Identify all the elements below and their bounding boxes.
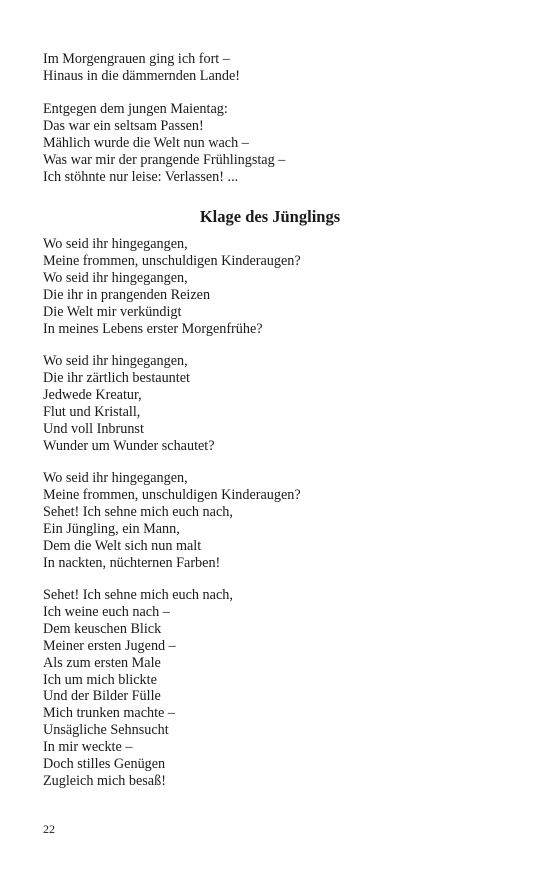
poem-line: Wo seid ihr hingegangen, <box>43 470 188 486</box>
poem-line: Ich um mich blickte <box>43 671 157 688</box>
poem-line: Sehet! Ich sehne mich euch nach, <box>43 503 233 520</box>
poem-line: Was war mir der prangende Frühlingstag – <box>43 151 286 168</box>
page-number: 22 <box>43 822 55 836</box>
poem-line: Flut und Kristall, <box>43 403 141 420</box>
poem-line: Als zum ersten Male <box>43 654 161 671</box>
poem-line: Jedwede Kreatur, <box>43 386 142 403</box>
poem-line: Wo seid ihr hingegangen, <box>43 269 188 286</box>
poem-line: Doch stilles Genügen <box>43 756 166 773</box>
poem-line: Im Morgengrauen ging ich fort – <box>43 51 230 67</box>
poem-line: Das war ein seltsam Passen! <box>43 117 204 134</box>
poem-line: In nackten, nüchternen Farben! <box>43 554 221 571</box>
poem-stanza-3 <box>43 470 301 571</box>
poem-stanza-4 <box>43 587 233 790</box>
poem-line: Unsägliche Sehnsucht <box>43 722 169 739</box>
poem-line: Wo seid ihr hingegangen, <box>43 353 188 369</box>
poem-line: Meine frommen, unschuldigen Kinderaugen? <box>43 486 301 503</box>
poem-line: In mir weckte – <box>43 739 133 756</box>
poem-line: Zugleich mich besaß! <box>43 772 166 789</box>
intro-stanza-1 <box>43 51 240 85</box>
poem-stanza-2 <box>43 353 215 454</box>
poem-line: Ein Jüngling, ein Mann, <box>43 520 180 537</box>
poem-line: Sehet! Ich sehne mich euch nach, <box>43 587 233 603</box>
poem-line: Hinaus in die dämmernden Lande! <box>43 67 240 84</box>
intro-stanza-2 <box>43 101 285 186</box>
poem-line: In meines Lebens erster Morgenfrühe? <box>43 320 263 337</box>
poem-line: Mich trunken machte – <box>43 705 175 722</box>
poem-line: Ich weine euch nach – <box>43 603 170 620</box>
poem-line: Und der Bilder Fülle <box>43 688 161 705</box>
poem-line: Entgegen dem jungen Maientag: <box>43 101 228 117</box>
poem-line: Die ihr in prangenden Reizen <box>43 286 211 303</box>
poem-stanza-1 <box>43 236 301 337</box>
poem-line: Wo seid ihr hingegangen, <box>43 236 188 252</box>
poem-line: Ich stöhnte nur leise: Verlassen! ... <box>43 168 239 185</box>
poem-line: Meiner ersten Jugend – <box>43 637 176 654</box>
poem-line: Die ihr zärtlich bestauntet <box>43 369 190 386</box>
poem-line: Meine frommen, unschuldigen Kinderaugen? <box>43 252 301 269</box>
poem-line: Wunder um Wunder schautet? <box>43 437 215 454</box>
poem-line: Dem keuschen Blick <box>43 620 162 637</box>
poem-line: Mählich wurde die Welt nun wach – <box>43 134 249 151</box>
poem-line: Dem die Welt sich nun malt <box>43 537 202 554</box>
poem-title: Klage des Jünglings <box>199 207 341 226</box>
poem-line: Und voll Inbrunst <box>43 420 144 437</box>
poem-line: Die Welt mir verkündigt <box>43 303 182 320</box>
